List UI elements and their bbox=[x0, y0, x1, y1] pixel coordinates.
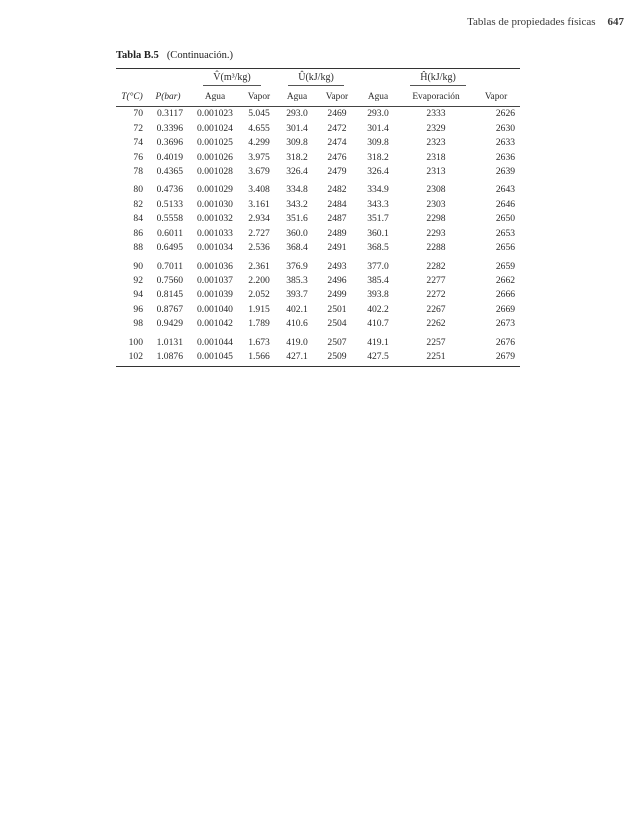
table-cell: 2329 bbox=[426, 122, 446, 134]
table-cell: 0.001042 bbox=[197, 318, 233, 330]
col-header-v-vapor: Vapor bbox=[242, 89, 276, 107]
table-cell: 0.5133 bbox=[156, 198, 183, 210]
table-cell: 2679 bbox=[472, 350, 520, 367]
table-cell: 2469 bbox=[327, 108, 347, 120]
saturated-steam-table bbox=[116, 68, 520, 367]
table-cell: 301.4 bbox=[286, 122, 308, 134]
table-cell: 0.4365 bbox=[156, 166, 183, 178]
table-cell: 419.0 bbox=[286, 336, 308, 348]
table-cell: 1.0876 bbox=[148, 350, 188, 367]
table-cell: 393.7 bbox=[286, 289, 308, 301]
table-cell: 293.0 bbox=[367, 108, 389, 120]
table-cell: 0.001029 bbox=[197, 184, 233, 196]
table-cell: 343.2 bbox=[286, 198, 308, 210]
running-header bbox=[467, 16, 624, 28]
table-cell: 0.3396 bbox=[156, 122, 183, 134]
table-cell: 334.9 bbox=[367, 184, 389, 196]
table-cell: 309.8 bbox=[367, 137, 389, 149]
table-cell: 2491 bbox=[327, 242, 347, 254]
col-header-pressure: P(bar) bbox=[148, 89, 188, 107]
table-cell: 4.655 bbox=[248, 122, 270, 134]
table-cell: 385.4 bbox=[367, 274, 389, 286]
table-cell: 1.566 bbox=[242, 350, 276, 367]
steam-table bbox=[116, 68, 520, 367]
table-cell: 309.8 bbox=[286, 137, 308, 149]
table-cell: 78 bbox=[133, 166, 143, 178]
table-row bbox=[116, 179, 520, 197]
table-cell: 427.1 bbox=[276, 350, 318, 367]
table-row bbox=[116, 332, 520, 350]
table-cell: 80 bbox=[133, 184, 143, 196]
table-cell: 5.045 bbox=[248, 108, 270, 120]
col-header-h-agua: Agua bbox=[356, 89, 400, 107]
table-cell: 326.4 bbox=[367, 166, 389, 178]
table-cell: 2666 bbox=[495, 289, 516, 301]
group-header-volume: V̂(m³/kg) bbox=[188, 69, 276, 90]
table-cell: 393.8 bbox=[367, 289, 389, 301]
table-cell: 76 bbox=[133, 151, 143, 163]
table-cell: 2472 bbox=[327, 122, 347, 134]
table-cell: 2669 bbox=[495, 303, 516, 315]
table-cell: 2493 bbox=[327, 260, 347, 272]
table-cell: 98 bbox=[133, 318, 143, 330]
table-cell: 2636 bbox=[495, 151, 516, 163]
table-cell: 2496 bbox=[327, 274, 347, 286]
table-cell: 293.0 bbox=[286, 108, 308, 120]
table-cell: 351.6 bbox=[286, 213, 308, 225]
table-cell: 84 bbox=[133, 213, 143, 225]
table-cell: 2308 bbox=[426, 184, 446, 196]
table-row bbox=[116, 256, 520, 274]
table-cell: 351.7 bbox=[367, 213, 389, 225]
table-cell: 0.001032 bbox=[197, 213, 233, 225]
table-cell: 2.052 bbox=[248, 289, 270, 301]
table-cell: 2489 bbox=[327, 227, 347, 239]
table-body bbox=[116, 107, 520, 367]
table-cell: 3.161 bbox=[248, 198, 270, 210]
table-cell: 2499 bbox=[327, 289, 347, 301]
table-cell: 2.727 bbox=[248, 227, 270, 239]
table-cell: 2298 bbox=[426, 213, 446, 225]
table-cell: 2650 bbox=[495, 213, 516, 225]
table-cell: 0.3696 bbox=[156, 137, 183, 149]
table-cell: 2656 bbox=[495, 242, 516, 254]
table-cell: 318.2 bbox=[286, 151, 308, 163]
table-cell: 0.001044 bbox=[197, 336, 233, 348]
table-row bbox=[116, 107, 520, 122]
table-caption-text: (Continuación.) bbox=[166, 50, 234, 61]
table-cell: 0.001024 bbox=[197, 122, 233, 134]
table-cell: 90 bbox=[133, 260, 143, 272]
table-cell: 0.7560 bbox=[156, 274, 183, 286]
table-cell: 1.0131 bbox=[156, 336, 183, 348]
table-cell: 92 bbox=[133, 274, 143, 286]
group-header-enthalpy: Ĥ(kJ/kg) bbox=[356, 69, 520, 90]
col-header-temperature: T(°C) bbox=[116, 89, 148, 107]
table-cell: 301.4 bbox=[367, 122, 389, 134]
table-cell: 2479 bbox=[327, 166, 347, 178]
table-cell: 360.0 bbox=[286, 227, 308, 239]
table-cell: 0.001023 bbox=[197, 108, 233, 120]
table-cell: 2257 bbox=[426, 336, 446, 348]
table-cell: 0.5558 bbox=[156, 213, 183, 225]
table-cell: 0.001028 bbox=[197, 166, 233, 178]
col-header-u-agua: Agua bbox=[276, 89, 318, 107]
table-row bbox=[116, 274, 520, 288]
table-cell: 2277 bbox=[426, 274, 446, 286]
table-row bbox=[116, 150, 520, 164]
table-cell: 2659 bbox=[495, 260, 516, 272]
table-caption bbox=[116, 50, 233, 61]
table-cell: 2.361 bbox=[248, 260, 270, 272]
table-cell: 2313 bbox=[426, 166, 446, 178]
table-cell: 2653 bbox=[495, 227, 516, 239]
table-cell: 86 bbox=[133, 227, 143, 239]
table-cell: 70 bbox=[133, 108, 143, 120]
table-cell: 0.001036 bbox=[197, 260, 233, 272]
table-row bbox=[116, 136, 520, 150]
table-cell: 72 bbox=[133, 122, 143, 134]
table-cell: 2318 bbox=[426, 151, 446, 163]
table-cell: 96 bbox=[133, 303, 143, 315]
table-cell: 0.6495 bbox=[156, 242, 183, 254]
table-cell: 0.001040 bbox=[197, 303, 233, 315]
table-cell: 0.001026 bbox=[197, 151, 233, 163]
table-cell: 2282 bbox=[426, 260, 446, 272]
table-cell: 2633 bbox=[495, 137, 516, 149]
table-cell: 0.001030 bbox=[197, 198, 233, 210]
table-cell: 100 bbox=[128, 336, 143, 348]
col-header-h-vapor: Vapor bbox=[472, 89, 520, 107]
table-row bbox=[116, 165, 520, 179]
table-cell: 410.7 bbox=[367, 318, 389, 330]
table-cell: 2272 bbox=[426, 289, 446, 301]
table-row bbox=[116, 350, 520, 367]
table-cell: 2484 bbox=[327, 198, 347, 210]
table-cell: 2474 bbox=[327, 137, 347, 149]
table-cell: 2504 bbox=[327, 318, 347, 330]
table-cell: 2509 bbox=[318, 350, 356, 367]
table-cell: 2293 bbox=[426, 227, 446, 239]
table-cell: 2507 bbox=[327, 336, 347, 348]
table-label: Tabla B.5 bbox=[116, 50, 159, 61]
table-cell: 427.5 bbox=[356, 350, 400, 367]
table-cell: 2288 bbox=[426, 242, 446, 254]
page-number: 647 bbox=[607, 16, 624, 28]
table-cell: 377.0 bbox=[367, 260, 389, 272]
table-row bbox=[116, 212, 520, 226]
table-cell: 1.915 bbox=[248, 303, 270, 315]
table-row bbox=[116, 121, 520, 135]
table-cell: 2501 bbox=[327, 303, 347, 315]
table-cell: 1.789 bbox=[248, 318, 270, 330]
table-cell: 402.1 bbox=[286, 303, 308, 315]
table-cell: 94 bbox=[133, 289, 143, 301]
table-cell: 2323 bbox=[426, 137, 446, 149]
table-cell: 2676 bbox=[495, 336, 516, 348]
col-header-v-agua: Agua bbox=[188, 89, 242, 107]
table-cell: 102 bbox=[116, 350, 148, 367]
table-cell: 74 bbox=[133, 137, 143, 149]
table-cell: 410.6 bbox=[286, 318, 308, 330]
table-row bbox=[116, 303, 520, 317]
table-cell: 360.1 bbox=[367, 227, 389, 239]
table-cell: 0.9429 bbox=[156, 318, 183, 330]
table-cell: 0.4736 bbox=[156, 184, 183, 196]
table-cell: 0.001033 bbox=[197, 227, 233, 239]
table-cell: 0.8767 bbox=[156, 303, 183, 315]
table-cell: 0.001034 bbox=[197, 242, 233, 254]
table-row bbox=[116, 317, 520, 331]
table-cell: 0.7011 bbox=[156, 260, 183, 272]
table-row bbox=[116, 288, 520, 302]
table-cell: 376.9 bbox=[286, 260, 308, 272]
table-row bbox=[116, 227, 520, 241]
table-cell: 2.200 bbox=[248, 274, 270, 286]
table-cell: 2267 bbox=[426, 303, 446, 315]
table-cell: 4.299 bbox=[248, 137, 270, 149]
table-cell: 2487 bbox=[327, 213, 347, 225]
table-cell: 82 bbox=[133, 198, 143, 210]
table-cell: 2673 bbox=[495, 318, 516, 330]
table-cell: 1.673 bbox=[248, 336, 270, 348]
table-row bbox=[116, 198, 520, 212]
table-cell: 0.001037 bbox=[197, 274, 233, 286]
table-cell: 3.408 bbox=[248, 184, 270, 196]
running-title: Tablas de propiedades físicas bbox=[467, 16, 596, 28]
table-cell: 419.1 bbox=[367, 336, 389, 348]
table-row bbox=[116, 241, 520, 255]
table-cell: 2643 bbox=[495, 184, 516, 196]
group-header-empty bbox=[116, 69, 188, 90]
table-cell: 2.934 bbox=[248, 213, 270, 225]
table-cell: 2626 bbox=[495, 108, 516, 120]
table-cell: 3.679 bbox=[248, 166, 270, 178]
table-cell: 0.001045 bbox=[188, 350, 242, 367]
table-cell: 3.975 bbox=[248, 151, 270, 163]
table-cell: 2251 bbox=[400, 350, 472, 367]
col-header-h-evaporacion: Evaporación bbox=[400, 89, 472, 107]
table-cell: 0.4019 bbox=[156, 151, 183, 163]
table-cell: 2630 bbox=[495, 122, 516, 134]
table-cell: 2476 bbox=[327, 151, 347, 163]
table-cell: 318.2 bbox=[367, 151, 389, 163]
col-header-u-vapor: Vapor bbox=[318, 89, 356, 107]
table-cell: 385.3 bbox=[286, 274, 308, 286]
table-cell: 0.3117 bbox=[156, 108, 183, 120]
table-cell: 326.4 bbox=[286, 166, 308, 178]
table-cell: 2303 bbox=[426, 198, 446, 210]
group-header-row bbox=[116, 69, 520, 90]
table-cell: 402.2 bbox=[367, 303, 389, 315]
table-cell: 0.8145 bbox=[156, 289, 183, 301]
table-cell: 368.5 bbox=[367, 242, 389, 254]
table-cell: 2639 bbox=[495, 166, 516, 178]
table-cell: 368.4 bbox=[286, 242, 308, 254]
column-header-row bbox=[116, 89, 520, 107]
table-cell: 2646 bbox=[495, 198, 516, 210]
table-cell: 2662 bbox=[495, 274, 516, 286]
table-cell: 343.3 bbox=[367, 198, 389, 210]
table-cell: 334.8 bbox=[286, 184, 308, 196]
table-cell: 2.536 bbox=[248, 242, 270, 254]
table-cell: 0.001025 bbox=[197, 137, 233, 149]
table-cell: 2262 bbox=[426, 318, 446, 330]
table-cell: 0.6011 bbox=[156, 227, 183, 239]
table-cell: 0.001039 bbox=[197, 289, 233, 301]
table-cell: 88 bbox=[133, 242, 143, 254]
table-cell: 2333 bbox=[426, 108, 446, 120]
table-cell: 2482 bbox=[327, 184, 347, 196]
group-header-energy: Û(kJ/kg) bbox=[276, 69, 356, 90]
